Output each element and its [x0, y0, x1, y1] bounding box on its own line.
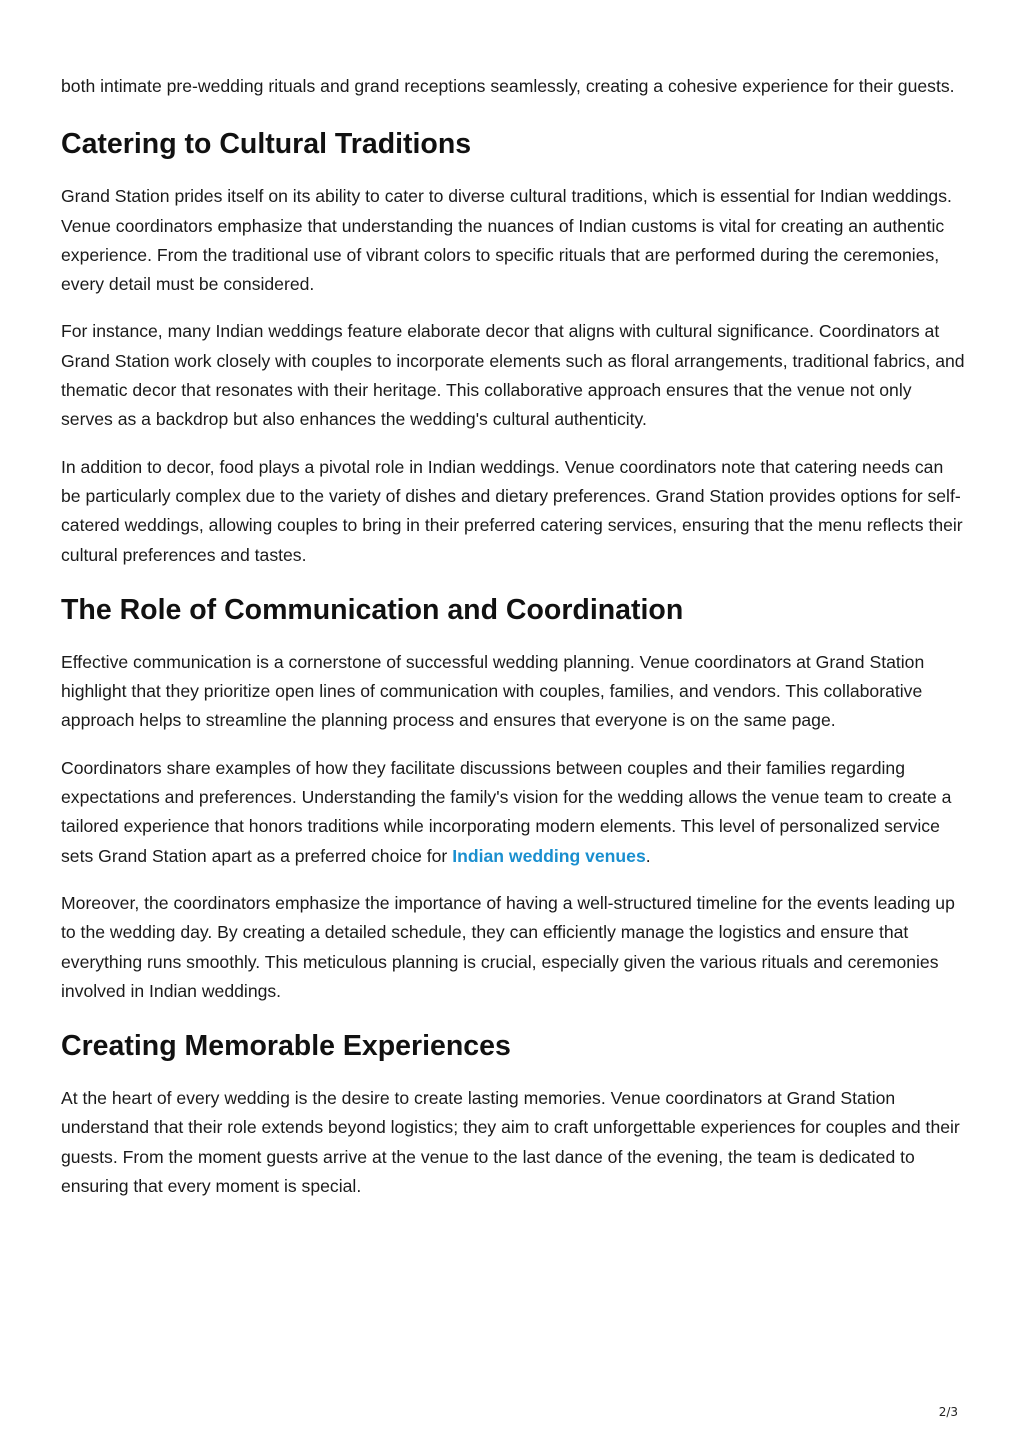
- paragraph-communication-1: Effective communication is a cornerstone of successful wedding planning. Venue coordinators at Grand Station highlight that they prioritize open lines of communication with couples, families, and vendors. This collaborative approach helps to streamline the planning process and ensures that everyone is on the same page.: [61, 651, 925, 731]
- indian-wedding-venues-link[interactable]: Indian wedding venues: [452, 845, 646, 866]
- paragraph-communication-2: [61, 754, 966, 871]
- paragraph-cultural-2: For instance, many Indian weddings feature elaborate decor that aligns with cultural significance. Coordinators at Grand Station work closely with couples to incorporate elements such as floral arrangements, traditional fabrics, and thematic decor that resonates with their heritage. This collaborative approach ensures that the venue not only serves as a backdrop but also enhances the wedding's cultural authenticity.: [61, 321, 965, 430]
- paragraph-text-end: .: [645, 845, 651, 866]
- page-number: 2/3: [938, 1405, 958, 1419]
- heading-memorable-experiences: Creating Memorable Experiences: [61, 1030, 511, 1063]
- heading-communication-coordination: The Role of Communication and Coordination: [61, 593, 684, 626]
- paragraph-cultural-3: In addition to decor, food plays a pivotal role in Indian weddings. Venue coordinators note that catering needs can be particularly complex due to the variety of dishes and dietary preferences. Grand Station provides options for self-catered weddings, allowing couples to bring in their preferred catering services, ensuring that the menu reflects their cultural preferences and tastes.: [61, 456, 963, 565]
- intro-paragraph: both intimate pre-wedding rituals and grand receptions seamlessly, creating a cohesive experience for their guests.: [61, 76, 955, 96]
- paragraph-communication-3: Moreover, the coordinators emphasize the importance of having a well-structured timeline for the events leading up to the wedding day. By creating a detailed schedule, they can efficiently manage the logistics and ensure that everything runs smoothly. This meticulous planning is crucial, especially given the various rituals and ceremonies involved in Indian weddings.: [61, 892, 955, 1001]
- heading-cultural-traditions: Catering to Cultural Traditions: [61, 128, 472, 161]
- paragraph-cultural-1: Grand Station prides itself on its ability to cater to diverse cultural traditions, which is essential for Indian weddings. Venue coordinators emphasize that understanding the nuances of Indian customs is vital for creating an authentic experience. From the traditional use of vibrant colors to specific rituals that are performed during the ceremonies, every detail must be considered.: [61, 186, 952, 295]
- paragraph-memorable-1: At the heart of every wedding is the desire to create lasting memories. Venue coordinators at Grand Station understand that their role extends beyond logistics; they aim to craft unforgettable experiences for couples and their guests. From the moment guests arrive at the venue to the last dance of the evening, the team is dedicated to ensuring that every moment is special.: [61, 1088, 960, 1197]
- paragraph-text: Coordinators share examples of how they facilitate discussions between couples and their families regarding expectations and preferences. Understanding the family's vision for the wedding allows the venue team to create a tailored experience that honors traditions while incorporating modern elements. This level of personalized service sets Grand Station apart as a preferred choice for: [61, 757, 952, 866]
- document-page: [61, 72, 966, 1219]
